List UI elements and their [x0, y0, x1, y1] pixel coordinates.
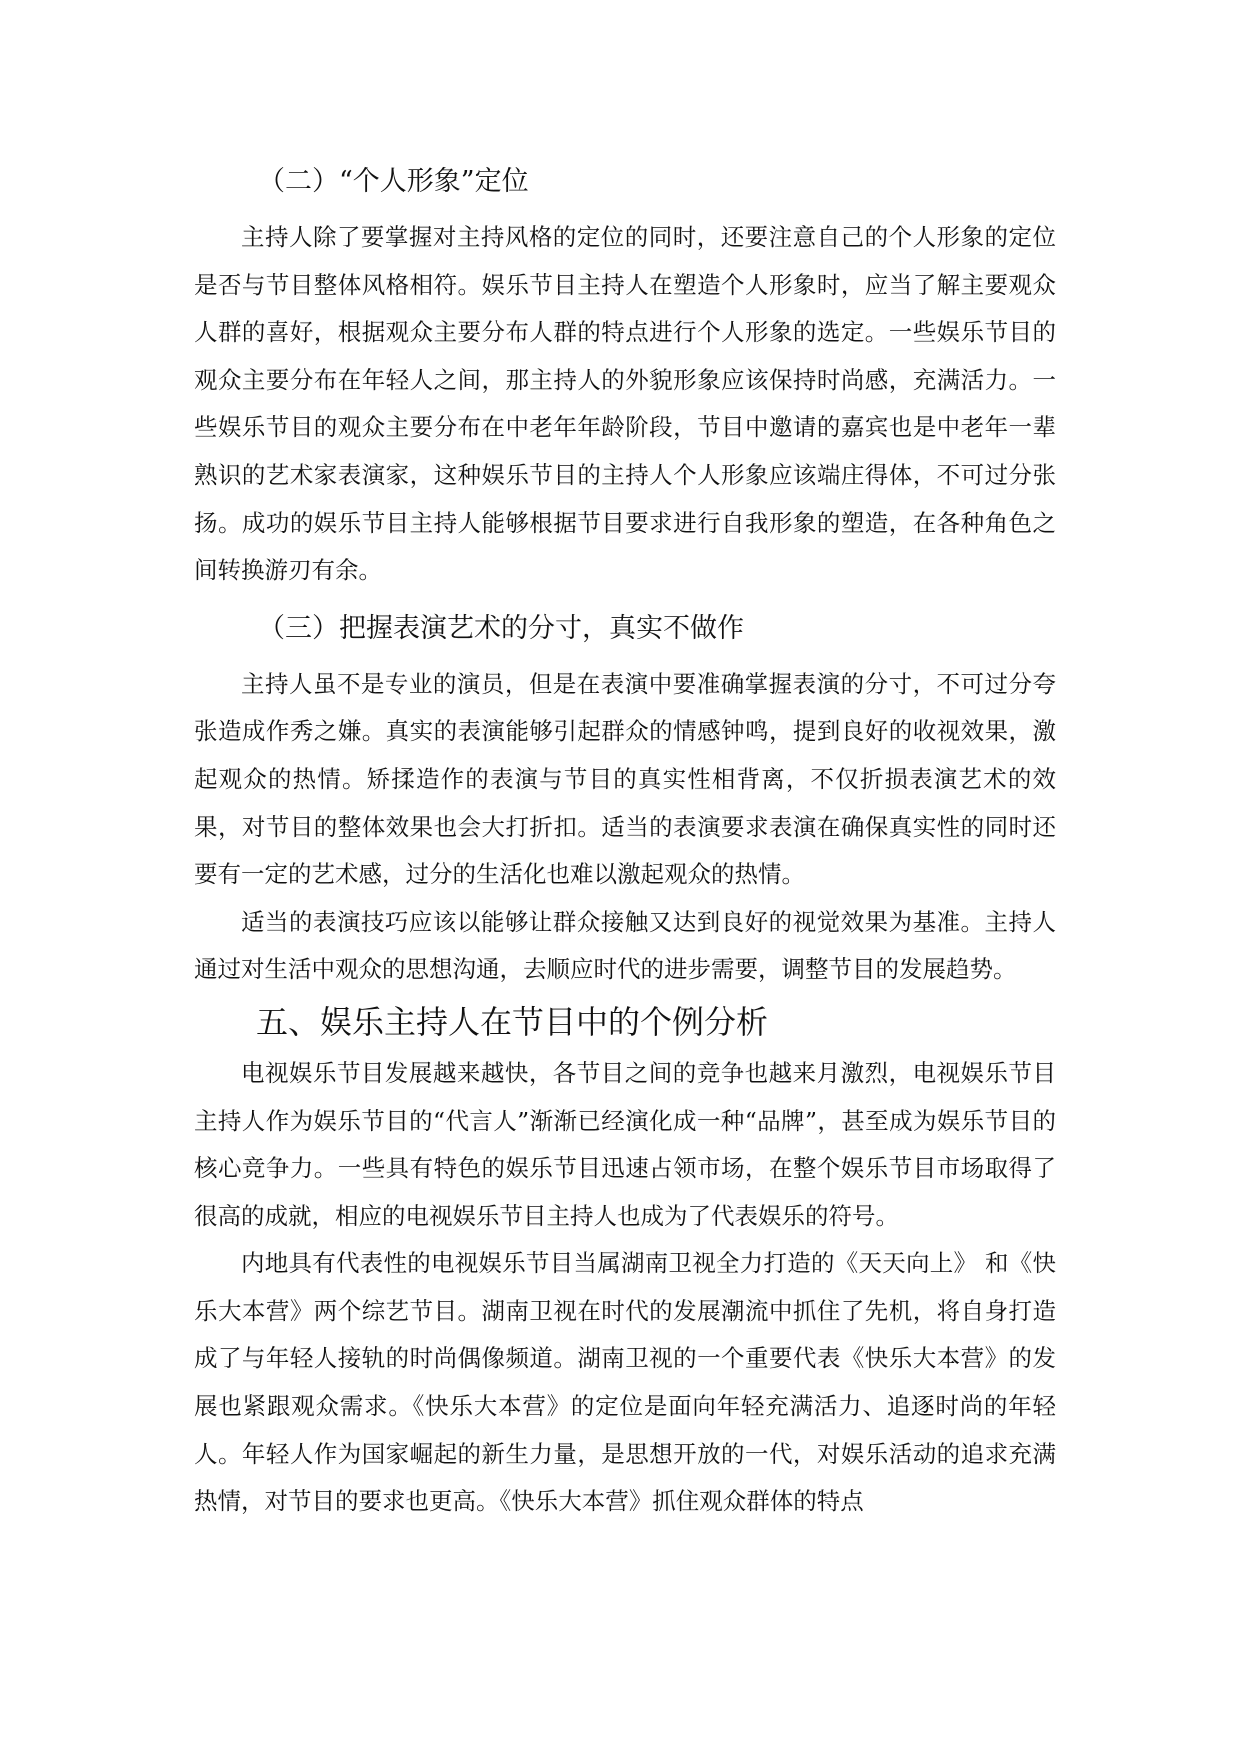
paragraph: 主持人除了要掌握对主持风格的定位的同时，还要注意自己的个人形象的定位是否与节目整体风格相符。娱乐节目主持人在塑造个人形象时，应当了解主要观众人群的喜好，根据观众主要分布人群的特点进行个人形象的选定。一些娱乐节目的观众主要分布在年轻人之间，那主持人的外貌形象应该保持时尚感，充满活力。一些娱乐节目的观众主要分布在中老年年龄阶段，节目中邀请的嘉宾也是中老年一辈熟识的艺术家表演家，这种娱乐节目的主持人个人形象应该端庄得体，不可过分张扬。成功的娱乐节目主持人能够根据节目要求进行自我形象的塑造，在各种角色之间转换游刃有余。 [194, 223, 1056, 585]
subsection-heading-performance: （三）把握表演艺术的分寸，真实不做作 [258, 612, 744, 644]
paragraph: 主持人虽不是专业的演员，但是在表演中要准确掌握表演的分寸，不可过分夸张造成作秀之嫌。真实的表演能够引起群众的情感钟鸣，提到良好的收视效果，激起观众的热情。矫揉造作的表演与节目的真实性相背离，不仅折损表演艺术的效果，对节目的整体效果也会大打折扣。适当的表演要求表演在确保真实性的同时还要有一定的艺术感，过分的生活化也难以激起观众的热情。 [194, 669, 1056, 889]
page-content [194, 158, 1056, 1526]
section-heading-case-analysis: 五、娱乐主持人在节目中的个例分析 [256, 1002, 769, 1041]
paragraph: 电视娱乐节目发展越来越快，各节目之间的竞争也越来月激烈，电视娱乐节目主持人作为娱乐节目的“代言人”渐渐已经演化成一种“品牌”，甚至成为娱乐节目的核心竞争力。一些具有特色的娱乐节目迅速占领市场，在整个娱乐节目市场取得了很高的成就，相应的电视娱乐节目主持人也成为了代表娱乐的符号。 [194, 1058, 1056, 1230]
paragraph: 内地具有代表性的电视娱乐节目当属湖南卫视全力打造的《天天向上》 和《快乐大本营》两个综艺节目。湖南卫视在时代的发展潮流中抓住了先机，将自身打造成了与年轻人接轨的时尚偶像频道。湖南卫视的一个重要代表《快乐大本营》的发展也紧跟观众需求。《快乐大本营》的定位是面向年轻充满活力、追逐时尚的年轻人。年轻人作为国家崛起的新生力量，是思想开放的一代，对娱乐活动的追求充满热情，对节目的要求也更高。《快乐大本营》抓住观众群体的特点 [194, 1249, 1056, 1516]
paragraph: 适当的表演技巧应该以能够让群众接触又达到良好的视觉效果为基准。主持人通过对生活中观众的思想沟通，去顺应时代的进步需要，调整节目的发展趋势。 [194, 907, 1056, 984]
subsection-heading-personal-image: （二）“个人形象”定位 [258, 166, 529, 197]
